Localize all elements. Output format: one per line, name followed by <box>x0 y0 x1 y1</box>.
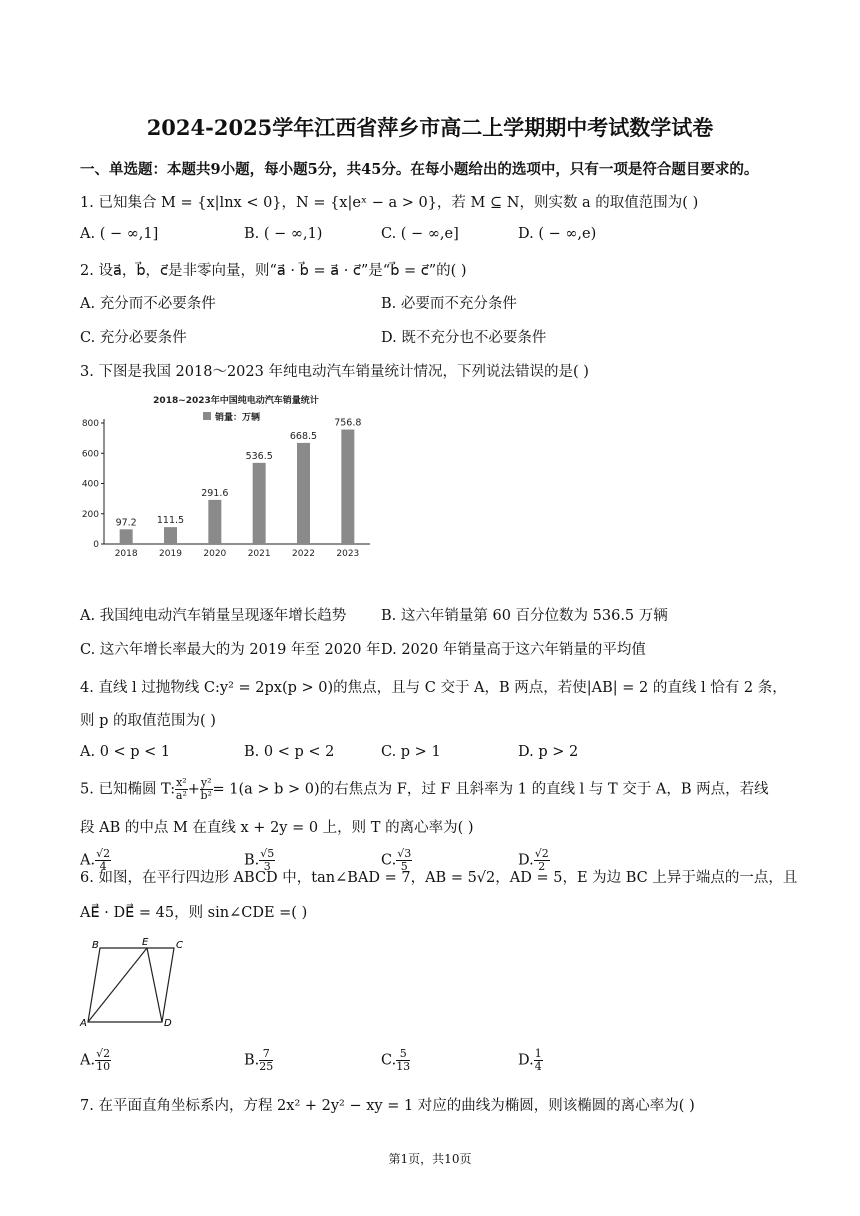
label-a: A <box>80 1018 87 1029</box>
chart-title: 2018~2023年中国纯电动汽车销量统计 <box>153 396 319 406</box>
q6-option-c: C. $\frac{5}{13}$ <box>381 1047 411 1073</box>
q2-option-c: C. 充分必要条件 <box>80 330 187 346</box>
q5-stem-post: = 1(a > b > 0)的右焦点为 F，过 F 且斜率为 1 的直线 l 与 T 交于 A，B 两点，若线 <box>212 781 769 798</box>
x-tick-label: 2022 <box>292 549 315 559</box>
page-title: 2024-2025学年江西省萍乡市高二上学期期中考试数学试卷 <box>146 115 714 140</box>
q3-option-a: A. 我国纯电动汽车销量呈现逐年增长趋势 <box>80 608 347 624</box>
q6-option-b: B. $\frac{7}{25}$ <box>244 1047 274 1073</box>
x-tick-label: 2019 <box>159 549 182 559</box>
y-tick-label: 600 <box>81 449 99 460</box>
bar-value-label: 291.6 <box>201 487 229 499</box>
x-tick-label: 2021 <box>247 549 271 559</box>
q3-option-c: C. 这六年增长率最大的为 2019 年至 2020 年 <box>80 642 381 658</box>
q6-stem-line1: 6. 如图，在平行四边形 ABCD 中，tan∠BAD = 7，AB = 5√2，AD = 5，E 为边 BC 上异于端点的一点，且 <box>80 870 798 886</box>
y-tick-label: 400 <box>81 479 99 490</box>
q5-stem-pre: 5. 已知椭圆 T: <box>80 781 176 798</box>
q4-option-d: D. p > 2 <box>518 744 579 760</box>
legend-label: 销量：万辆 <box>215 413 261 423</box>
q6-stem-line2: AE⃗ · DE⃗ = 45，则 sin∠CDE =( ) <box>80 905 308 921</box>
fraction-y2-b2: $\frac{\text{y²}}{\text{b²}}$ <box>200 776 212 802</box>
page-footer: 第1页，共10页 <box>388 1152 472 1166</box>
segment-ae <box>88 948 147 1022</box>
parallelogram-figure <box>78 934 188 1030</box>
q4-stem-line2: 则 p 的取值范围为( ) <box>80 713 216 729</box>
bar-2018 <box>120 529 133 544</box>
x-tick-label: 2020 <box>203 549 227 559</box>
bar-value-label: 111.5 <box>156 515 185 527</box>
q5-option-b: B. $\frac{√5}{3}$ <box>244 847 275 873</box>
bar-2020 <box>208 500 221 544</box>
q7-stem: 7. 在平面直角坐标系内，方程 2x² + 2y² − xy = 1 对应的曲线为椭圆，则该椭圆的离心率为( ) <box>80 1098 695 1114</box>
y-tick-label: 0 <box>93 540 99 550</box>
bar-2021 <box>253 463 266 544</box>
label-b: B <box>92 940 99 951</box>
q3-stem: 3. 下图是我国 2018～2023 年纯电动汽车销量统计情况，下列说法错误的是( ) <box>80 364 589 380</box>
y-tick-label: 200 <box>81 509 99 520</box>
parallelogram-abcd <box>88 948 174 1022</box>
bar-value-label: 536.5 <box>245 450 273 462</box>
label-d: D <box>164 1018 172 1029</box>
q4-option-b: B. 0 < p < 2 <box>244 744 335 760</box>
q4-stem-line1: 4. 直线 l 过抛物线 C:y² = 2px(p > 0)的焦点，且与 C 交于 A，B 两点，若使|AB| = 2 的直线 l 恰有 2 条， <box>80 680 787 696</box>
q2-option-b: B. 必要而不充分条件 <box>381 296 517 312</box>
x-tick-label: 2018 <box>114 549 138 559</box>
q5-stem-line1: 5. 已知椭圆 T: $\frac{\text{x²}}{\text{a²}}$ + $\frac{\text{y²}}{\text{b²}}$ = 1(a > b > 0)的右焦点为 F，过 F 且斜率为 1 的直线 l 与 T 交于 A，B 两点，若线 <box>80 776 769 802</box>
bar-value-label: 668.5 <box>289 430 318 442</box>
label-c: C <box>176 940 183 951</box>
q2-option-a: A. 充分而不必要条件 <box>80 296 216 312</box>
q6-option-a: A. $\frac{√2}{10}$ <box>80 1047 111 1073</box>
q1-option-d: D. ( − ∞,e) <box>518 226 597 242</box>
bar-2022 <box>297 443 310 544</box>
q3-option-b: B. 这六年销量第 60 百分位数为 536.5 万辆 <box>381 608 668 624</box>
bar-2023 <box>341 430 354 544</box>
section-heading: 一、单选题：本题共9小题，每小题5分，共45分。在每小题给出的选项中，只有一项是符合题目要求的。 <box>80 161 759 178</box>
q2-option-d: D. 既不充分也不必要条件 <box>381 330 547 346</box>
legend-swatch <box>203 412 211 420</box>
y-tick-label: 800 <box>81 419 99 429</box>
q6-option-d: D. $\frac{1}{4}$ <box>518 1047 542 1073</box>
q3-option-d: D. 2020 年销量高于这六年销量的平均值 <box>381 642 646 658</box>
q4-option-c: C. p > 1 <box>381 744 441 760</box>
q4-option-a: A. 0 < p < 1 <box>80 744 171 760</box>
q5-option-d: D. $\frac{√2}{2}$ <box>518 847 549 873</box>
q5-option-a: A. $\frac{√2}{4}$ <box>80 847 111 873</box>
q1-stem: 1. 已知集合 M = {x|lnx < 0}，N = {x|eˣ − a > 0}，若 M ⊆ N，则实数 a 的取值范围为( ) <box>80 195 699 211</box>
bar-2019 <box>164 527 177 544</box>
bar-value-label: 97.2 <box>115 517 137 529</box>
fraction-x2-a2: $\frac{\text{x²}}{\text{a²}}$ <box>175 776 187 802</box>
q5-stem-line2: 段 AB 的中点 M 在直线 x + 2y = 0 上，则 T 的离心率为( ) <box>80 820 474 836</box>
sales-bar-chart <box>76 388 376 564</box>
q5-option-c: C. $\frac{√3}{5}$ <box>381 847 412 873</box>
bar-value-label: 756.8 <box>334 417 362 429</box>
segment-de <box>147 948 162 1022</box>
q1-option-b: B. ( − ∞,1) <box>244 226 323 242</box>
q1-option-c: C. ( − ∞,e] <box>381 226 459 242</box>
label-e: E <box>142 937 149 948</box>
x-tick-label: 2023 <box>336 549 360 559</box>
q1-option-a: A. ( − ∞,1] <box>80 226 159 242</box>
q2-stem: 2. 设a⃗，b⃗，c⃗是非零向量，则“a⃗ · b⃗ = a⃗ · c⃗”是“b⃗ = c⃗”的( ) <box>80 263 467 279</box>
